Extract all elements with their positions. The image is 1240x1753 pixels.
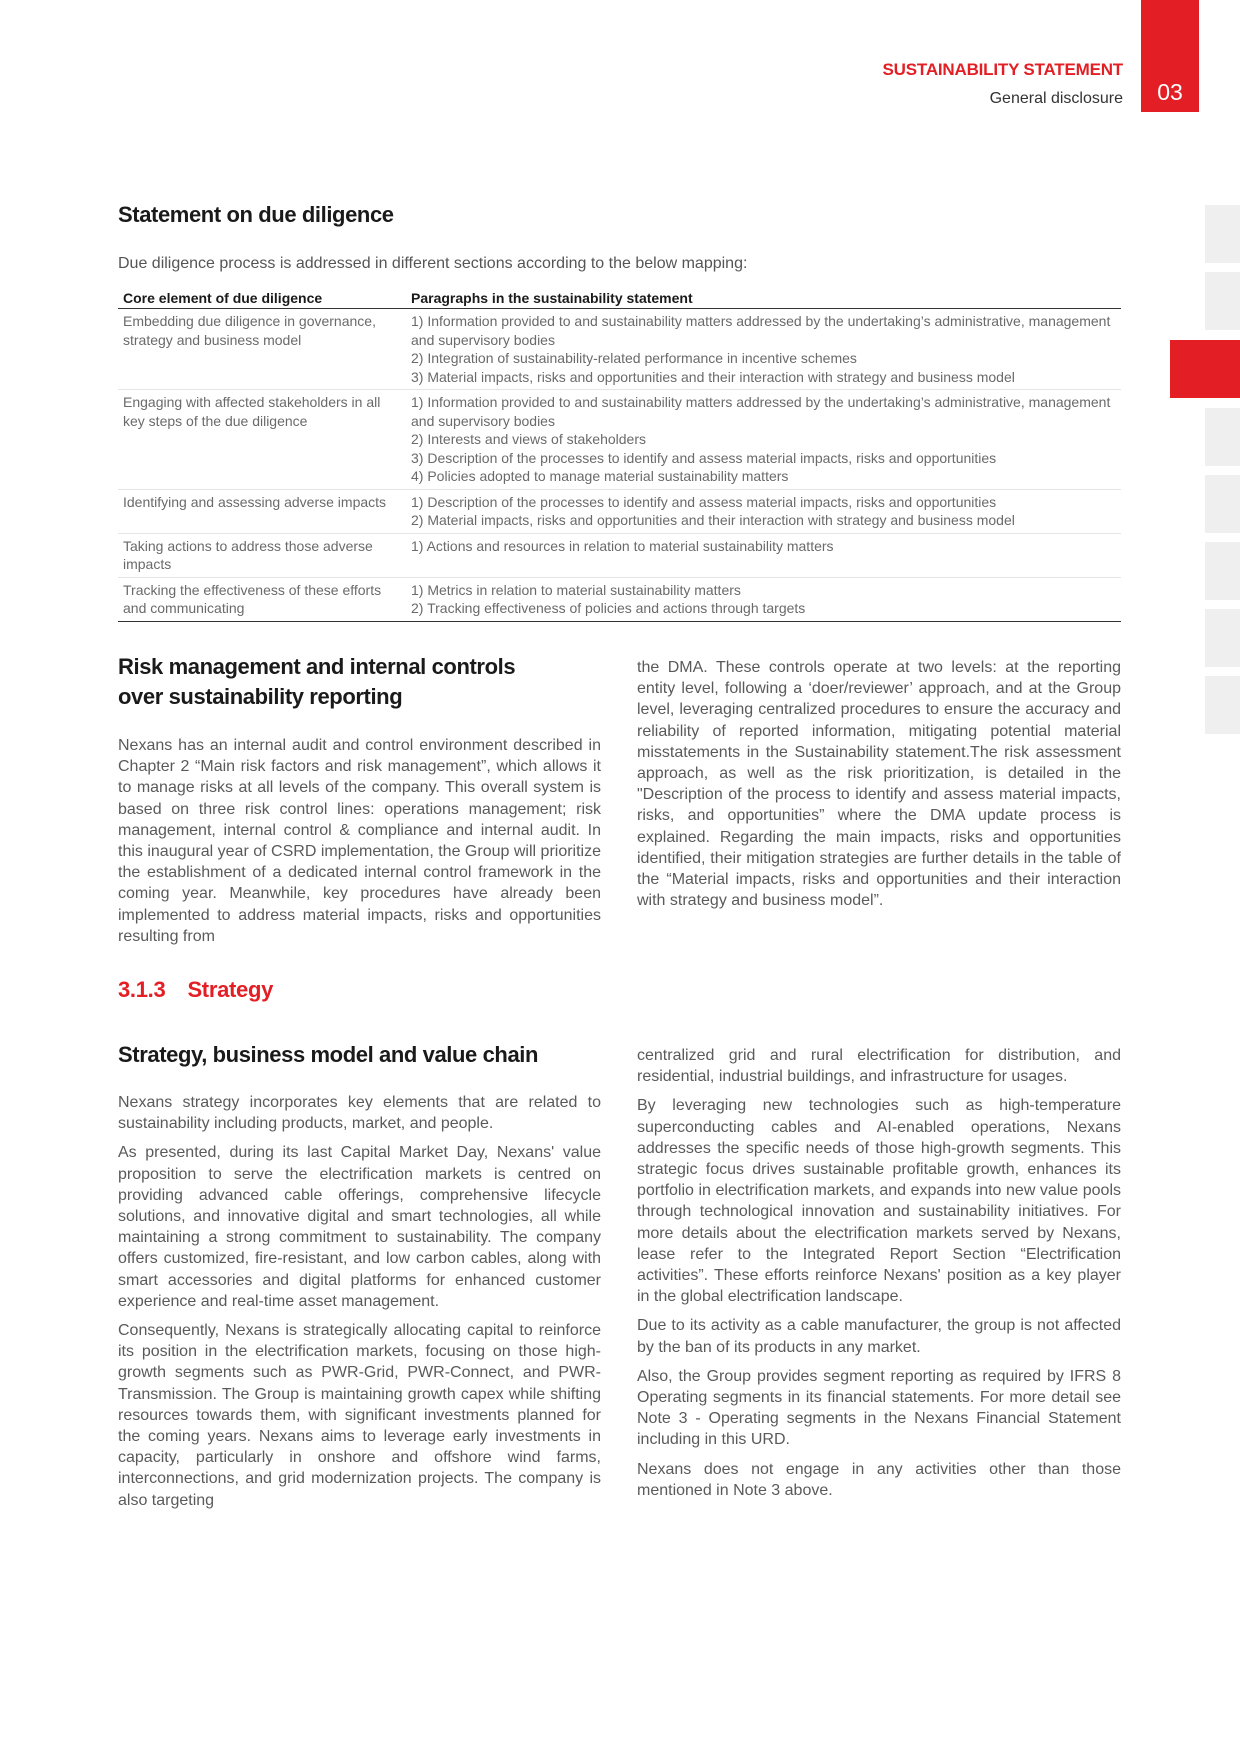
strategy-subheading: Strategy, business model and value chain [118, 1042, 539, 1067]
core-element-cell: Taking actions to address those adverse impacts [118, 533, 406, 577]
strategy-left-column [118, 1092, 601, 1519]
table-row [118, 577, 1121, 621]
risk-left-column [118, 735, 601, 955]
side-tab-7[interactable] [1205, 609, 1240, 667]
paragraph: By leveraging new technologies such as high-temperature superconducting cables and AI-enabled operations, Nexans addresses the specific needs of those high-growth segments. This strategic focus drives sustainable profitable growth, enhances its portfolio in electrification markets, and expands into new value pools through technological innovation and sustainability initiatives. For more details about the electrification markets served by Nexans, lease refer to the Integrated Report Section “Electrification activities”. These efforts reinforce Nexans' position as a key player in the global electrification landscape. [637, 1097, 1121, 1306]
due-diligence-heading: Statement on due diligence [118, 202, 394, 227]
section-title: Strategy [187, 977, 274, 1002]
due-diligence-intro: Due diligence process is addressed in different sections according to the below mapping: [118, 255, 748, 272]
paragraph-reference: 1) Actions and resources in relation to material sustainability matters [411, 537, 834, 554]
side-tab-6[interactable] [1205, 542, 1240, 600]
paragraph-reference: 3) Material impacts, risks and opportunities and their interaction with strategy and business model [411, 368, 1015, 385]
column-header: Core element of due diligence [118, 287, 406, 309]
paragraph-reference: 1) Information provided to and sustainability matters addressed by the undertaking’s administrative, management and supervisory bodies [411, 313, 1111, 348]
paragraph: Nexans does not engage in any activities other than those mentioned in Note 3 above. [637, 1460, 1121, 1499]
strategy-section-heading [118, 977, 273, 1003]
side-tab-3-active[interactable] [1170, 340, 1240, 398]
paragraph-reference: 2) Material impacts, risks and opportunities and their interaction with strategy and business model [411, 512, 1015, 528]
paragraph-reference: 1) Information provided to and sustainability matters addressed by the undertaking’s administrative, management and supervisory bodies [411, 394, 1111, 429]
core-element-cell: Identifying and assessing adverse impacts [118, 489, 406, 533]
subsection-title: General disclosure [989, 90, 1123, 107]
table-row [118, 309, 1121, 390]
risk-heading-line1: Risk management and internal controls [118, 654, 516, 679]
risk-heading [118, 652, 515, 712]
side-tab-5[interactable] [1205, 475, 1240, 533]
table-row [118, 489, 1121, 533]
paragraphs-cell [406, 489, 1121, 533]
paragraphs-cell [406, 577, 1121, 621]
column-header: Paragraphs in the sustainability statement [406, 287, 1121, 309]
paragraph-reference: 2) Interests and views of stakeholders [411, 431, 647, 447]
table-row [118, 533, 1121, 577]
risk-paragraph-right: the DMA. These controls operate at two levels: at the reporting entity level, following a ‘doer/reviewer’ approach, and at the Group level, leveraging centralized procedures to ensure the accuracy and reliability of reported information, mitigating potential material misstatements in the Sustainability statement.The risk assessment approach, as well as the risk prioritization, is detailed in the "Description of the process to identify and assess material impacts, risks, and opportunities” where the DMA update process is explained. Regarding the main impacts, risks and opportunities identified, their mitigation strategies are further details in the table of the “Material impacts, risks and opportunities and their interaction with strategy and business model”. [637, 659, 1121, 910]
paragraphs-cell [406, 533, 1121, 577]
side-tab-1[interactable] [1205, 205, 1240, 263]
paragraph-reference: 2) Integration of sustainability-related performance in incentive schemes [411, 350, 857, 366]
paragraph-reference: 1) Metrics in relation to material sustainability matters [411, 581, 741, 598]
paragraph: centralized grid and rural electrification for distribution, and residential, industrial buildings, and infrastructure for usages. [637, 1047, 1121, 1086]
risk-right-column [637, 657, 1121, 919]
side-tab-8[interactable] [1205, 676, 1240, 734]
side-tab-2[interactable] [1205, 272, 1240, 330]
core-element-cell: Engaging with affected stakeholders in all key steps of the due diligence [118, 390, 406, 490]
risk-heading-line2: over sustainability reporting [118, 684, 403, 709]
paragraph: As presented, during its last Capital Market Day, Nexans' value proposition to serve the electrification markets is centred on providing advanced cable offerings, comprehensive lifecycle solutions, and innovative digital and smart technologies, all while maintaining a strong commitment to sustainability. The company offers customized, fire-resistant, and low carbon cables, along with smart accessories and digital platforms for enhanced customer experience and real-time asset management. [118, 1144, 601, 1310]
paragraph-reference: 1) Description of the processes to identify and assess material impacts, risks and opportunities [411, 493, 997, 510]
paragraph-reference: 4) Policies adopted to manage material sustainability matters [411, 468, 789, 484]
side-tab-4[interactable] [1205, 408, 1240, 466]
paragraph: Also, the Group provides segment reporting as required by IFRS 8 Operating segments in its financial statements. For more detail see Note 3 - Operating segments in the Nexans Financial Statement including in this URD. [637, 1367, 1121, 1449]
paragraph: Consequently, Nexans is strategically allocating capital to reinforce its position in the electrification markets, focusing on those high-growth segments such as PWR-Grid, PWR-Connect, and PWR-Transmission. The Group is maintaining growth capex while shifting resources towards them, with significant investments planned for the coming years. Nexans aims to leverage early investments in capacity, particularly in onshore and offshore wind farms, interconnections, and grid modernization projects. The company is also targeting [118, 1322, 601, 1509]
table-row [118, 390, 1121, 490]
chapter-tab[interactable] [1141, 0, 1199, 112]
strategy-right-column [637, 1045, 1121, 1509]
paragraph-reference: 3) Description of the processes to identify and assess material impacts, risks and opportunities [411, 449, 997, 466]
page-header [883, 60, 1123, 108]
paragraphs-cell [406, 309, 1121, 390]
section-title: SUSTAINABILITY STATEMENT [882, 60, 1123, 79]
paragraphs-cell [406, 390, 1121, 490]
paragraph-reference: 2) Tracking effectiveness of policies and actions through targets [411, 600, 806, 616]
paragraph: Nexans strategy incorporates key elements that are related to sustainability including products, market, and people. [118, 1094, 601, 1133]
chapter-number: 03 [1157, 79, 1183, 105]
risk-paragraph-left: Nexans has an internal audit and control environment described in Chapter 2 “Main risk factors and risk management”, which allows it to manage risks at all levels of the company. This overall system is based on three risk control lines: operations management; risk management, internal control & compliance and internal audit. In this inaugural year of CSRD implementation, the Group will prioritize the establishment of a dedicated internal control framework in the coming year. Meanwhile, key procedures have already been implemented to address material impacts, risks and opportunities resulting from [118, 737, 601, 945]
core-element-cell: Tracking the effectiveness of these efforts and communicating [118, 577, 406, 621]
due-diligence-table [118, 287, 1121, 622]
table-header-row [118, 287, 1121, 309]
paragraph: Due to its activity as a cable manufacturer, the group is not affected by the ban of its products in any market. [637, 1317, 1121, 1356]
section-number: 3.1.3 [118, 977, 166, 1002]
core-element-cell: Embedding due diligence in governance, strategy and business model [118, 309, 406, 390]
